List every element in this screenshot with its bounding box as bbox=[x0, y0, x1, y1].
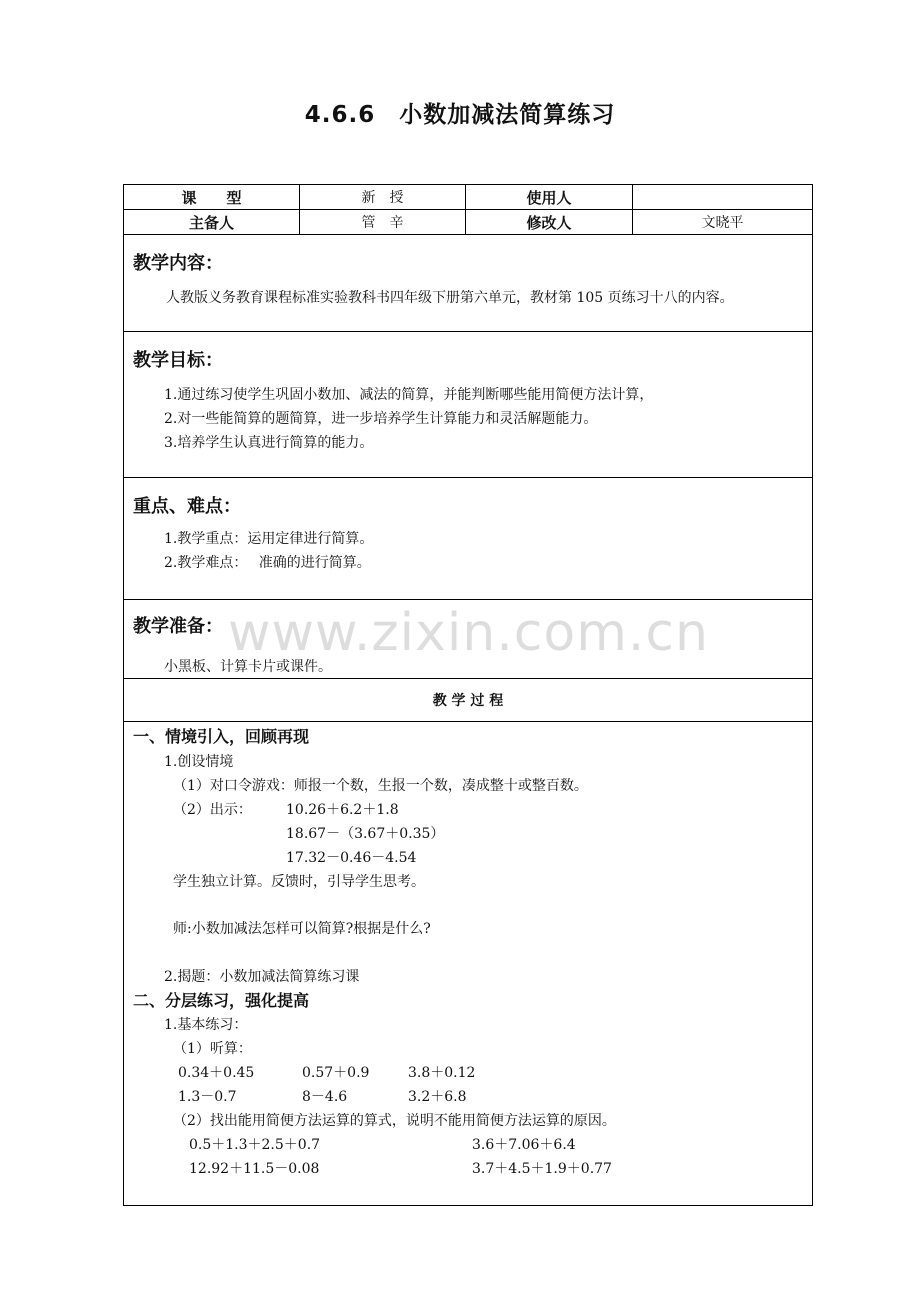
lesson-plan-table bbox=[123, 184, 813, 1206]
value-editor: 文晓平 bbox=[701, 215, 744, 231]
key-points-heading: 重点、难点： bbox=[133, 496, 241, 517]
expression: 17.32－0.46－4.54 bbox=[286, 850, 417, 866]
content-text: 人教版义务教育课程标准实验教科书四年级下册第六单元，教材第 105 页练习十八的内容。 bbox=[166, 290, 734, 306]
expression: 3.7＋4.5＋1.9＋0.77 bbox=[472, 1161, 612, 1177]
goal-item: 3.培养学生认真进行简算的能力。 bbox=[164, 435, 374, 451]
info-row-1 bbox=[124, 185, 812, 210]
watermark: www.zixin.com.cn bbox=[228, 603, 709, 663]
part2-title: 二、分层练习，强化提高 bbox=[133, 991, 310, 1010]
process-line: 2.揭题：小数加减法简算练习课 bbox=[164, 969, 360, 985]
process-line: （2）找出能用简便方法运算的算式，说明不能用简便方法运算的原因。 bbox=[173, 1113, 616, 1129]
section-preparation bbox=[124, 600, 812, 679]
info-row-2 bbox=[124, 210, 812, 235]
section-key-points bbox=[124, 478, 812, 600]
expression: 1.3－0.7 bbox=[178, 1089, 237, 1105]
process-line: （2）出示： bbox=[173, 802, 252, 818]
expression: 10.26＋6.2＋1.8 bbox=[286, 802, 399, 818]
process-line: 1.创设情境 bbox=[164, 754, 234, 770]
process-heading: 教 学 过 程 bbox=[432, 693, 504, 709]
expression: 8－4.6 bbox=[302, 1089, 348, 1105]
process-line: 师:小数加减法怎样可以简算?根据是什么? bbox=[173, 921, 431, 937]
part1-title: 一、情境引入，回顾再现 bbox=[133, 727, 310, 746]
expression: 18.67－（3.67＋0.35） bbox=[286, 826, 445, 842]
preparation-text: 小黑板、计算卡片或课件。 bbox=[164, 659, 332, 675]
content-heading: 教学内容： bbox=[133, 253, 223, 274]
label-type: 课 型 bbox=[124, 185, 300, 209]
expression: 3.6＋7.06＋6.4 bbox=[472, 1137, 576, 1153]
preparation-heading: 教学准备： bbox=[133, 616, 223, 637]
value-type: 新 授 bbox=[300, 185, 466, 209]
section-process-header bbox=[124, 679, 812, 722]
key-point-item: 1.教学重点：运用定律进行简算。 bbox=[164, 531, 374, 547]
expression: 3.2＋6.8 bbox=[408, 1089, 467, 1105]
key-point-item: 2.教学难点： 准确的进行简算。 bbox=[164, 555, 371, 571]
expression: 0.34＋0.45 bbox=[178, 1065, 255, 1081]
goal-item: 1.通过练习使学生巩固小数加、减法的简算，并能判断哪些能用简便方法计算， bbox=[164, 387, 654, 403]
section-goals bbox=[124, 332, 812, 478]
process-line: （1）听算： bbox=[173, 1041, 252, 1057]
expression: 0.57＋0.9 bbox=[302, 1065, 370, 1081]
section-content bbox=[124, 235, 812, 332]
process-line: （1）对口令游戏：师报一个数，生报一个数，凑成整十或整百数。 bbox=[173, 778, 588, 794]
page-title: 4.6.6 小数加减法简算练习 bbox=[304, 102, 616, 128]
expression: 12.92＋11.5－0.08 bbox=[189, 1161, 320, 1177]
goal-item: 2.对一些能简算的题简算，进一步培养学生计算能力和灵活解题能力。 bbox=[164, 411, 598, 427]
process-body bbox=[124, 722, 812, 1204]
process-line: 1.基本练习： bbox=[164, 1017, 248, 1033]
label-author: 主备人 bbox=[124, 210, 300, 234]
value-author: 管 辛 bbox=[300, 210, 466, 234]
value-user bbox=[633, 185, 812, 209]
label-user: 使用人 bbox=[466, 185, 633, 209]
goals-heading: 教学目标： bbox=[133, 350, 223, 371]
expression: 3.8＋0.12 bbox=[408, 1065, 476, 1081]
process-line: 学生独立计算。反馈时，引导学生思考。 bbox=[173, 874, 425, 890]
label-editor: 修改人 bbox=[466, 210, 633, 234]
expression: 0.5＋1.3＋2.5＋0.7 bbox=[189, 1137, 321, 1153]
